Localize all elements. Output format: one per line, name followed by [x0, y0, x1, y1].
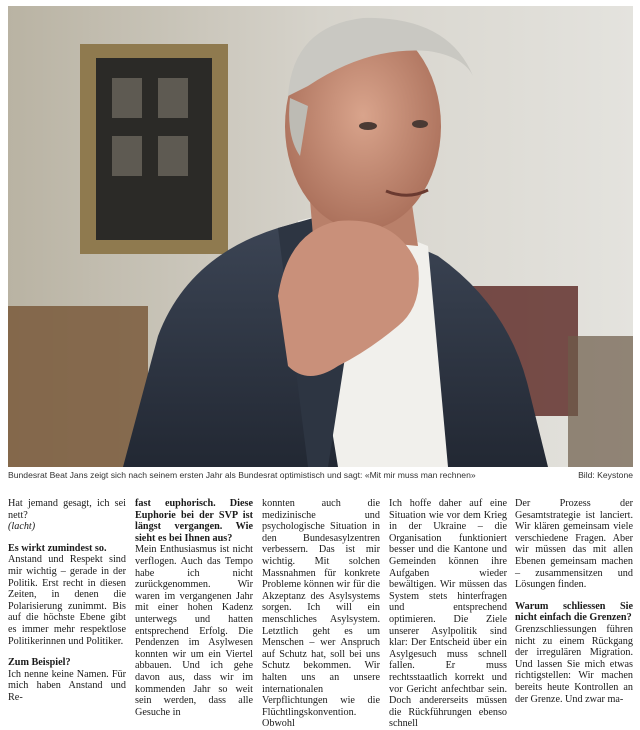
- paragraph: Grenzschliessungen führen nicht zu einem Rückgang der irregulären Migration. Und lassen Sie mich etwas richtigstellen: Wir machen bereits heute Kontrollen an der Grenze. Und zwar ma-: [515, 623, 633, 705]
- paragraph: Mein Enthusiasmus ist nicht verflogen. Auch das Tempo habe ich nicht zurückgenommen. Wir waren im vergangenen Jahr mit einer hohen Kadenz unterwegs und hatten entsprechend Erfolg. Die Pendenzen im Asylwesen konnten wir um ein Viertel abbauen. Und ich gehe davon aus, dass wir im kommenden Jahr so weit sein werden, dass alle Gesuche in: [135, 544, 253, 718]
- portrait-photo: [8, 6, 633, 467]
- paragraph: Anstand und Respekt sind mir wichtig – gerade in der Politik. Erst recht in diesen Zeiten, in denen die Polarisierung zunimmt. Bis auf die höchste Ebene gibt es immer mehr respektlose Politikerinnen und Politiker.: [8, 554, 126, 647]
- photo-credit: Bild: Keystone: [578, 470, 633, 480]
- interview-question: Warum schliessen Sie nicht einfach die Grenzen?: [515, 600, 633, 624]
- paragraph: Ich nenne keine Namen. Für mich haben Anstand und Re-: [8, 668, 126, 703]
- paragraph: Hat jemand gesagt, ich sei nett?: [8, 498, 126, 521]
- article-columns: [8, 498, 633, 730]
- article-column-1: [8, 498, 126, 704]
- article-column-2: [135, 498, 253, 718]
- interview-question: Es wirkt zumindest so.: [8, 542, 107, 554]
- photo-caption: Bundesrat Beat Jans zeigt sich nach seinem ersten Jahr als Bundesrat optimistisch und sagt: «Mit mir muss man rechnen»: [8, 470, 476, 480]
- paragraph: Der Prozess der Gesamtstrategie ist lanciert. Wir klären gemeinsam viele verschiedene Fragen. Aber wir müssen das mit allen Ebenen gemeinsam machen – zusammensitzen und Lösungen finden.: [515, 498, 633, 591]
- paragraph: konnten auch die medizinische und psychologische Situation in den Bundesasylzentren verbessern. Das ist mir wichtig. Mit solchen Massnahmen für konkrete Probleme können wir für die Akzeptanz des Asylsystems sorgen. Ich will ein menschliches Asylsystem. Letztlich geht es um Menschen – wer Anspruch auf Schutz hat, soll bei uns Schutz bekommen. Wir halten uns an unsere internationalen Verpflichtungen wie die Flüchtlingskonvention. Obwohl: [262, 498, 380, 730]
- paragraph: (lacht): [8, 521, 36, 533]
- interview-question: fast euphorisch. Diese Euphorie bei der SVP ist längst vergangen. Wie sieht es bei Ihnen aus?: [135, 498, 253, 544]
- article-column-4: [389, 498, 507, 730]
- paragraph: Ich hoffe daher auf eine Situation wie vor dem Krieg in der Ukraine – die Organisation funktioniert besser und die Kantone und Gemeinden können ihre Aufgaben wieder bewältigen. Wir müssen das System stets hinterfragen und entsprechend optimieren. Die Ziele unserer Asylpolitik sind klar: Der Entscheid über ein Asylgesuch muss schnell fallen. Er muss rechtsstaatlich korrekt und vor Gericht anfechtbar sein. Doch andererseits müssen die Rückführungen ebenso schnell: [389, 498, 507, 730]
- photo-caption-row: [8, 469, 633, 483]
- article-column-5: [515, 498, 633, 705]
- interview-question: Zum Beispiel?: [8, 657, 71, 669]
- article-column-3: [262, 498, 380, 730]
